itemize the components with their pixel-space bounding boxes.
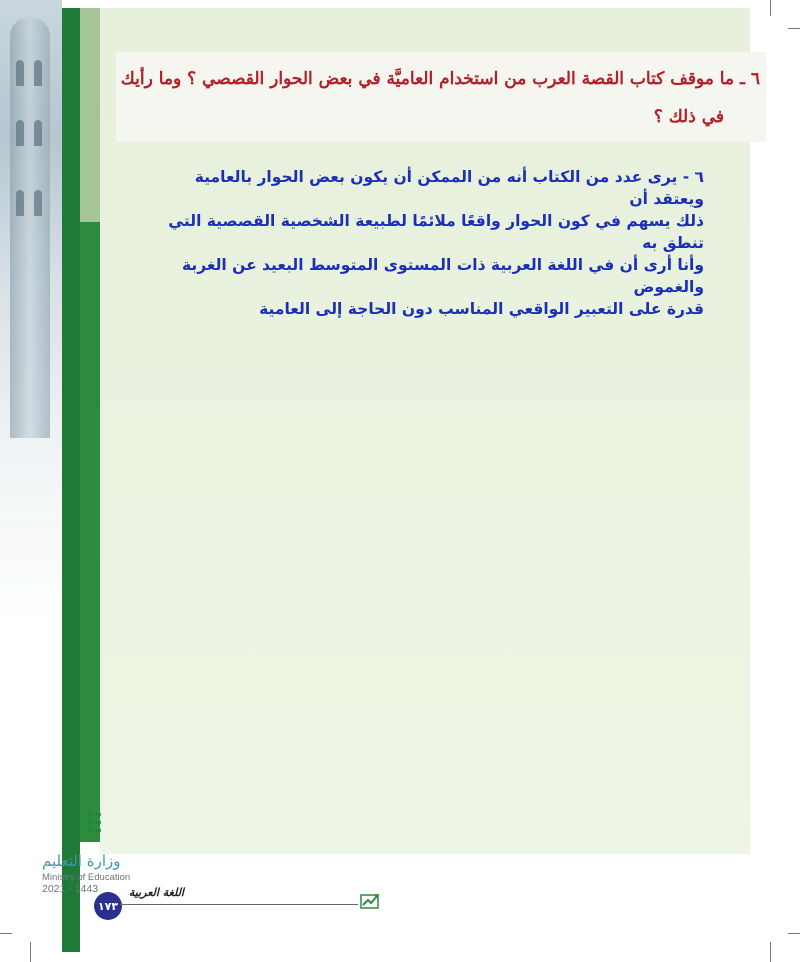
ministry-name-arabic: وزارة التعليم [42,852,121,870]
footer-rule [120,904,358,905]
green-side-stripe [62,8,80,952]
crop-mark [788,28,800,29]
question-text [120,60,760,136]
answer-line-1: ٦ - يرى عدد من الكتاب أنه من الممكن أن يكون بعض الحوار بالعامية ويعتقد أن [194,168,704,208]
crop-mark [770,942,771,962]
answer-line-2: ذلك يسهم في كون الحوار واقعًا ملائمًا لطبيعة الشخصية القصصية التي تنطق به [168,212,704,252]
crop-mark [788,933,800,934]
crop-mark [770,0,771,16]
decorative-dots-icon [88,812,104,836]
question-line-1: ٦ ـ ما موقف كتاب القصة العرب من استخدام العاميَّة في بعض الحوار القصصي ؟ وما رأيك [120,69,760,89]
ministry-name-english: Ministry of Education [42,872,131,883]
background-building-image [0,0,62,620]
crop-mark [0,933,12,934]
answer-text [158,166,704,320]
answer-line-3: وأنا أرى أن في اللغة العربية ذات المستوى المتوسط البعيد عن الغربة والغموض [181,256,704,296]
mid-green-stripe [80,222,100,842]
light-green-stripe [80,8,100,222]
subject-title: اللغة العربية [128,886,184,899]
page-number-badge: ١٧٣ [94,892,122,920]
crop-mark [30,942,31,962]
answer-line-4: قدرة على التعبير الواقعي المناسب دون الحاجة إلى العامية [259,300,704,318]
question-line-2: في ذلك ؟ [653,107,724,127]
ministry-year: 2021 - 1443 [42,883,99,895]
book-logo-icon [360,892,380,910]
